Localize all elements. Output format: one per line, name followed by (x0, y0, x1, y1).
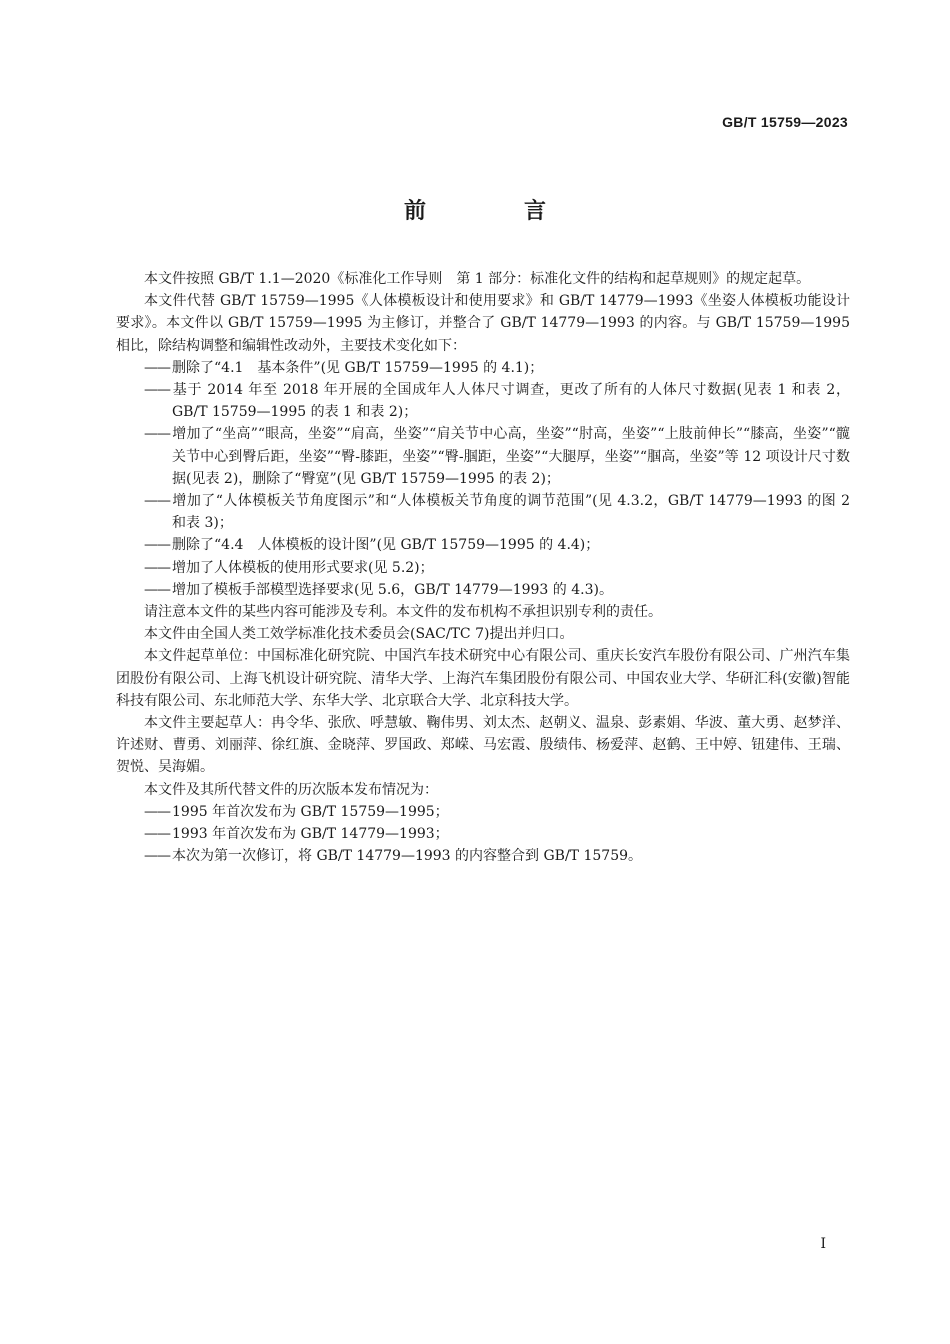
paragraph: 本文件由全国人类工效学标准化技术委员会(SAC/TC 7)提出并归口。 (144, 626, 574, 643)
list-item: —— 1995 年首次发布为 GB/T 15759—1995； (116, 801, 850, 823)
dash-mark: —— (144, 382, 170, 399)
page-title: 前 言 (403, 199, 584, 224)
paragraph: 本文件主要起草人：冉令华、张欣、呼慧敏、鞠伟男、刘太杰、赵朝义、温泉、彭素娟、华波、董大勇、赵梦洋、许述财、曹勇、刘丽萍、徐红旗、金晓萍、罗国政、郑嵘、马宏霞、殷绩伟、杨爱萍、赵鹤、王中婷、钮建伟、王瑞、贺悦、吴海媚。 (116, 715, 850, 776)
paragraph: 本文件代替 GB/T 15759—1995《人体模板设计和使用要求》和 GB/T 14779—1993《坐姿人体模板功能设计要求》。本文件以 GB/T 15759—1995 为主修订，并整合了 GB/T 14779—1993 的内容。与 GB/T 15759—1995 相比，除结构调整和编辑性改动外，主要技术变化如下： (116, 293, 850, 354)
paragraph: 本文件起草单位：中国标准化研究院、中国汽车技术研究中心有限公司、重庆长安汽车股份有限公司、广州汽车集团股份有限公司、上海飞机设计研究院、清华大学、上海汽车集团股份有限公司、中国农业大学、华研汇科(安徽)智能科技有限公司、东北师范大学、东华大学、北京联合大学、北京科技大学。 (116, 648, 850, 709)
list-item: —— 本次为第一次修订，将 GB/T 14779—1993 的内容整合到 GB/T 15759。 (116, 845, 850, 867)
dash-mark: —— (144, 537, 170, 554)
dash-mark: —— (144, 803, 170, 820)
dash-mark: —— (144, 493, 170, 510)
list-item: —— 删除了“4.1 基本条件”(见 GB/T 15759—1995 的 4.1)； (116, 357, 850, 379)
paragraph: 本文件按照 GB/T 1.1—2020《标准化工作导则 第 1 部分：标准化文件的结构和起草规则》的规定起草。 (144, 271, 811, 287)
list-item: —— 增加了人体模板的使用形式要求(见 5.2)； (116, 557, 850, 579)
dash-mark: —— (144, 426, 170, 443)
dash-mark: —— (144, 581, 170, 598)
dash-mark: —— (144, 848, 170, 865)
dash-mark: —— (144, 559, 170, 576)
dash-mark: —— (144, 359, 170, 376)
list-item: —— 删除了“4.4 人体模板的设计图”(见 GB/T 15759—1995 的 4.4)； (116, 534, 850, 556)
list-item: —— 增加了“坐高”“眼高，坐姿”“肩高，坐姿”“肩关节中心高，坐姿”“肘高，坐姿”“上肢前伸长”“膝高，坐姿”“髋关节中心到臀后距，坐姿”“臀-膝距，坐姿”“臀-腘距，坐姿”“大腿厚，坐姿”“腘高，坐姿”等 12 项设计尺寸数据(见表 2)，删除了“臀宽”(见 GB/T 15759—1995 的表 2)； (116, 423, 850, 490)
list-item: —— 增加了“人体模板关节角度图示”和“人体模板关节角度的调节范围”(见 4.3.2，GB/T 14779—1993 的图 2 和表 3)； (116, 490, 850, 534)
dash-mark: —— (144, 826, 170, 843)
standard-code: GB/T 15759—2023 (722, 114, 848, 130)
list-item: —— 1993 年首次发布为 GB/T 14779—1993； (116, 823, 850, 845)
page-number: I (820, 1236, 826, 1252)
paragraph: 本文件及其所代替文件的历次版本发布情况为： (144, 781, 438, 798)
list-item: —— 增加了模板手部模型选择要求(见 5.6，GB/T 14779—1993 的 4.3)。 (116, 579, 850, 601)
document-body (116, 268, 850, 867)
paragraph: 请注意本文件的某些内容可能涉及专利。本文件的发布机构不承担识别专利的责任。 (144, 604, 662, 621)
list-item: —— 基于 2014 年至 2018 年开展的全国成年人人体尺寸调查，更改了所有的人体尺寸数据(见表 1 和表 2，GB/T 15759—1995 的表 1 和表 2)； (116, 379, 850, 423)
